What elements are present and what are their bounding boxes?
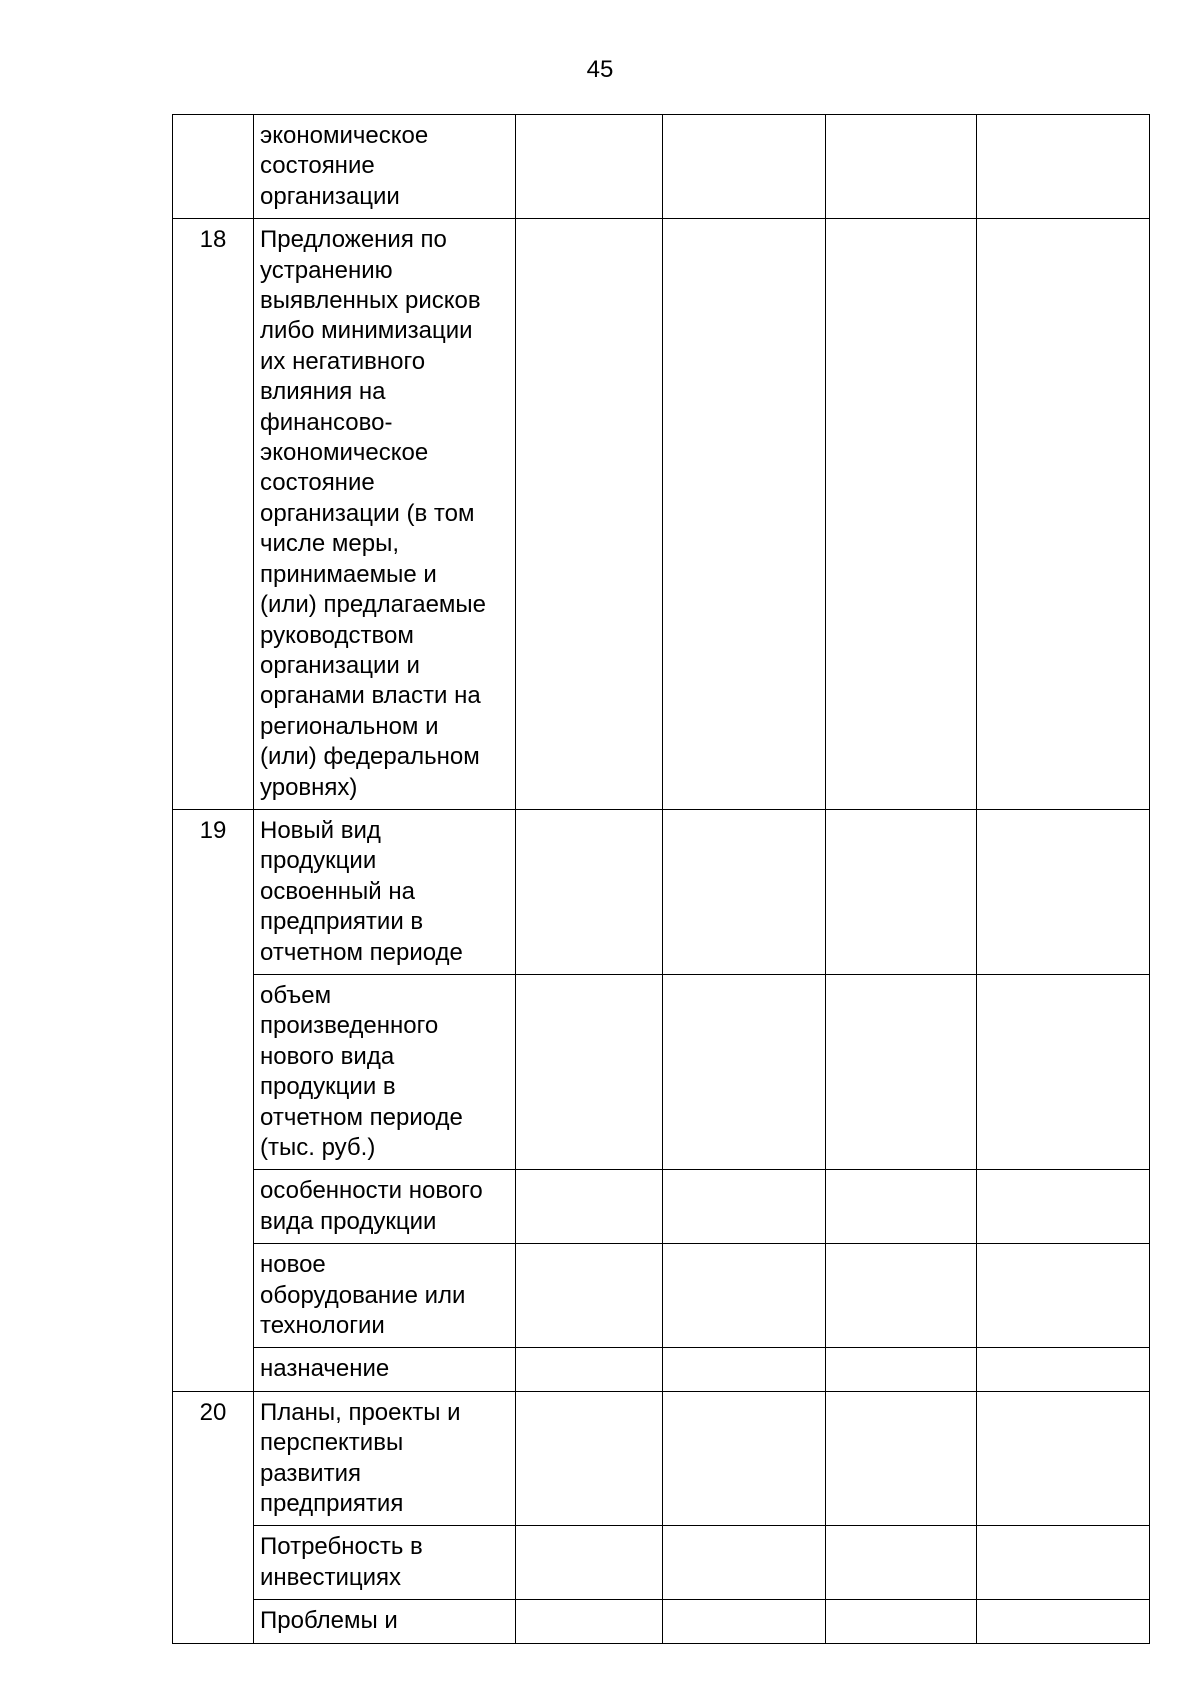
value-cell[interactable] <box>826 1244 977 1348</box>
value-cell[interactable] <box>977 1348 1150 1391</box>
row-label <box>254 974 516 1169</box>
value-cell[interactable] <box>977 809 1150 974</box>
table-row <box>173 1600 1150 1643</box>
row-label <box>254 1348 516 1391</box>
value-cell[interactable] <box>516 1348 663 1391</box>
value-cell[interactable] <box>663 1244 826 1348</box>
value-cell[interactable] <box>826 1348 977 1391</box>
value-cell[interactable] <box>663 219 826 810</box>
row-label <box>254 809 516 974</box>
value-cell[interactable] <box>977 974 1150 1169</box>
value-cell[interactable] <box>516 809 663 974</box>
row-label <box>254 219 516 810</box>
row-label-text: Проблемы и <box>260 1607 398 1635</box>
value-cell[interactable] <box>516 1526 663 1600</box>
value-cell[interactable] <box>826 974 977 1169</box>
value-cell[interactable] <box>516 1391 663 1526</box>
form-table <box>172 114 1150 1644</box>
value-cell[interactable] <box>663 1348 826 1391</box>
value-cell[interactable] <box>516 219 663 810</box>
value-cell[interactable] <box>516 974 663 1169</box>
row-label <box>254 1526 516 1600</box>
row-number: 19 <box>173 809 254 1391</box>
value-cell[interactable] <box>516 1170 663 1244</box>
row-label-text: особенности нового вида продукции <box>260 1177 483 1235</box>
row-label <box>254 1244 516 1348</box>
page-number: 45 <box>586 56 614 83</box>
row-label-text: объем произведенного нового вида продукции в отчетном периоде (тыс. руб.) <box>260 981 463 1161</box>
value-cell[interactable] <box>663 1170 826 1244</box>
value-cell[interactable] <box>516 115 663 219</box>
value-cell[interactable] <box>826 1600 977 1643</box>
table-row <box>173 1391 1150 1526</box>
value-cell[interactable] <box>977 1600 1150 1643</box>
value-cell[interactable] <box>826 809 977 974</box>
value-cell[interactable] <box>826 1391 977 1526</box>
table-row <box>173 219 1150 810</box>
row-label <box>254 1391 516 1526</box>
value-cell[interactable] <box>516 1244 663 1348</box>
value-cell[interactable] <box>977 1170 1150 1244</box>
row-label-text: Планы, проекты и перспективы развития предприятия <box>260 1398 461 1518</box>
value-cell[interactable] <box>663 1391 826 1526</box>
row-number: 18 <box>173 219 254 810</box>
value-cell[interactable] <box>977 1244 1150 1348</box>
value-cell[interactable] <box>826 1170 977 1244</box>
value-cell[interactable] <box>663 1600 826 1643</box>
row-label <box>254 115 516 219</box>
row-label <box>254 1600 516 1643</box>
table-row <box>173 809 1150 974</box>
table-row <box>173 974 1150 1169</box>
row-label-text: Новый вид продукции освоенный на предприятии в отчетном периоде <box>260 816 463 966</box>
row-label <box>254 1170 516 1244</box>
value-cell[interactable] <box>826 219 977 810</box>
table-row <box>173 1170 1150 1244</box>
value-cell[interactable] <box>826 115 977 219</box>
row-number: 20 <box>173 1391 254 1643</box>
value-cell[interactable] <box>663 115 826 219</box>
value-cell[interactable] <box>663 974 826 1169</box>
value-cell[interactable] <box>663 1526 826 1600</box>
table-row <box>173 1348 1150 1391</box>
row-label-text: новое оборудование или технологии <box>260 1251 466 1340</box>
table-row <box>173 1244 1150 1348</box>
row-number <box>173 115 254 219</box>
value-cell[interactable] <box>977 115 1150 219</box>
value-cell[interactable] <box>663 809 826 974</box>
value-cell[interactable] <box>826 1526 977 1600</box>
value-cell[interactable] <box>977 1526 1150 1600</box>
row-label-text: назначение <box>260 1355 390 1383</box>
row-label-text: Предложения по устранению выявленных рисков либо минимизации их негативного влияния на финансово- экономическое состояние организации (в том числе меры, принимаемые и (или) предлагаемые руководством организации и органами власти на региональном и (или) федеральном уровнях) <box>260 226 487 801</box>
row-label-text: Потребность в инвестициях <box>260 1533 423 1591</box>
value-cell[interactable] <box>977 1391 1150 1526</box>
table-row <box>173 1526 1150 1600</box>
value-cell[interactable] <box>977 219 1150 810</box>
row-label-text: экономическое состояние организации <box>260 122 429 210</box>
value-cell[interactable] <box>516 1600 663 1643</box>
table-row <box>173 115 1150 219</box>
